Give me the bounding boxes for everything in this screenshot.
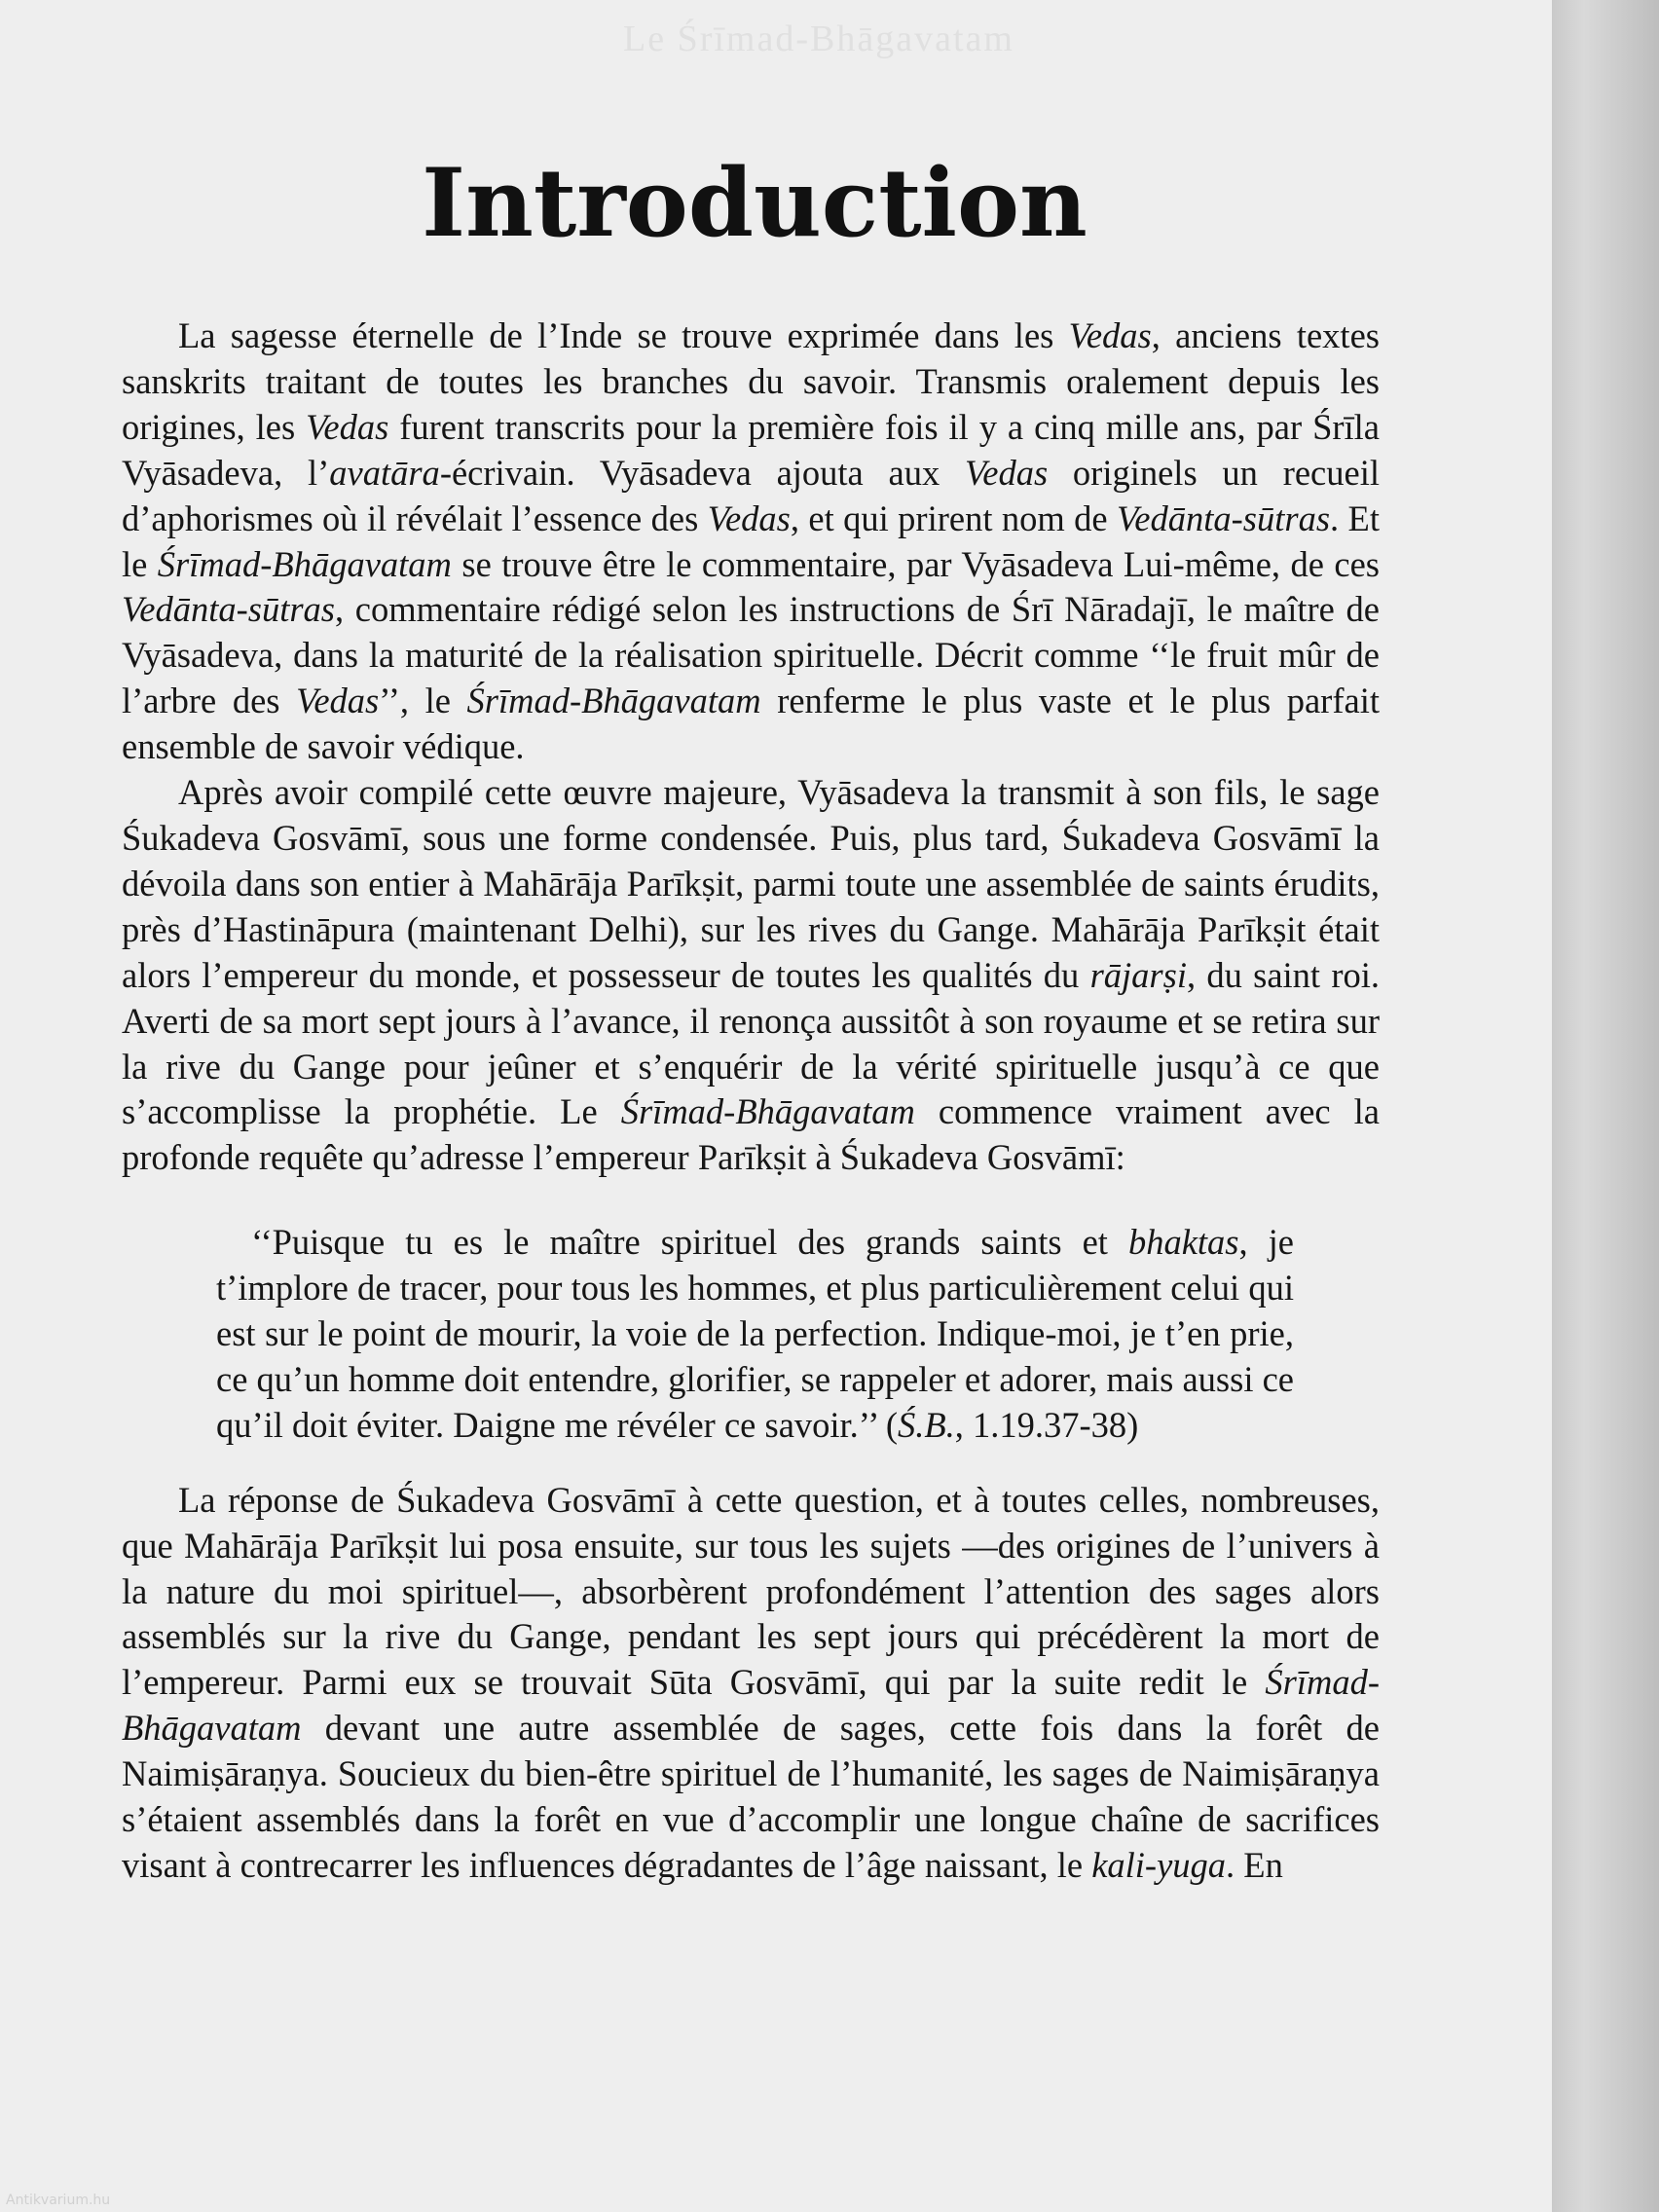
page-edge	[1552, 0, 1659, 2212]
body-text	[122, 313, 1380, 1889]
bleed-through-header: Le Śrīmad-Bhāgavatam	[623, 18, 1014, 59]
paragraph-3: La réponse de Śukadeva Gosvāmī à cette question, et à toutes celles, nombreuses, que Mahārāja Parīkṣit lui posa ensuite, sur tous les sujets —des origines de l’univers à la nature du moi spirituel—, absorbèrent profondément l’attention des sages alors assemblés sur la rive du Gange, pendant les sept jours qui précédèrent la mort de l’empereur. Parmi eux se trouvait Sūta Gosvāmī, qui par la suite redit le Śrīmad-Bhāgavatam devant une autre assemblée de sages, cette fois dans la forêt de Naimiṣāraṇya. Soucieux du bien-être spirituel de l’humanité, les sages de Naimiṣāraṇya s’étaient assemblés dans la forêt en vue d’accomplir une longue chaîne de sacrifices visant à contrecarrer les influences dégradantes de l’âge naissant, le kali-yuga. En	[122, 1479, 1380, 1885]
paragraph-1: La sagesse éternelle de l’Inde se trouve exprimée dans les Vedas, anciens textes sanskrits traitant de toutes les branches du savoir. Transmis oralement depuis les origines, les Vedas furent transcrits pour la première fois il y a cinq mille ans, par Śrīla Vyāsadeva, l’avatāra-écrivain. Vyāsadeva ajouta aux Vedas originels un recueil d’aphorismes où il révélait l’essence des Vedas, et qui prirent nom de Vedānta-sūtras. Et le Śrīmad-Bhāgavatam se trouve être le commentaire, par Vyāsadeva Lui-même, de ces Vedānta-sūtras, commentaire rédigé selon les instructions de Śrī Nāradajī, le maître de Vyāsadeva, dans la maturité de la réalisation spirituelle. Décrit comme ‘‘le fruit mûr de l’arbre des Vedas’’, le Śrīmad-Bhāgavatam renferme le plus vaste et le plus parfait ensemble de savoir védique.	[122, 315, 1381, 767]
watermark: Antikvarium.hu	[6, 2193, 111, 2208]
block-quote: ‘‘Puisque tu es le maître spirituel des grands saints et bhaktas, je t’implore de tracer, pour tous les hommes, et plus particulièrement celui qui est sur le point de mourir, la voie de la perfection. Indique-moi, je t’en prie, ce qu’un homme doit entendre, glorifier, se rappeler et adorer, mais aussi ce qu’il doit éviter. Daigne me révéler ce savoir.’’ (Ś.B., 1.19.37-38)	[216, 1222, 1294, 1445]
page-title: Introduction	[422, 148, 1088, 259]
paragraph-2: Après avoir compilé cette œuvre majeure, Vyāsadeva la transmit à son fils, le sage Śukadeva Gosvāmī, sous une forme condensée. Puis, plus tard, Śukadeva Gosvāmī la dévoila dans son entier à Mahārāja Parīkṣit, parmi toute une assemblée de saints érudits, près d’Hastināpura (maintenant Delhi), sur les rives du Gange. Mahārāja Parīkṣit était alors l’empereur du monde, et possesseur de toutes les qualités du rājarṣi, du saint roi. Averti de sa mort sept jours à l’avance, il renonça aussitôt à son royaume et se retira sur la rive du Gange pour jeûner et s’enquérir de la vérité spirituelle jusqu’à ce que s’accomplisse la prophétie. Le Śrīmad-Bhāgavatam commence vraiment avec la profonde requête qu’adresse l’empereur Parīkṣit à Śukadeva Gosvāmī:	[122, 772, 1380, 1178]
